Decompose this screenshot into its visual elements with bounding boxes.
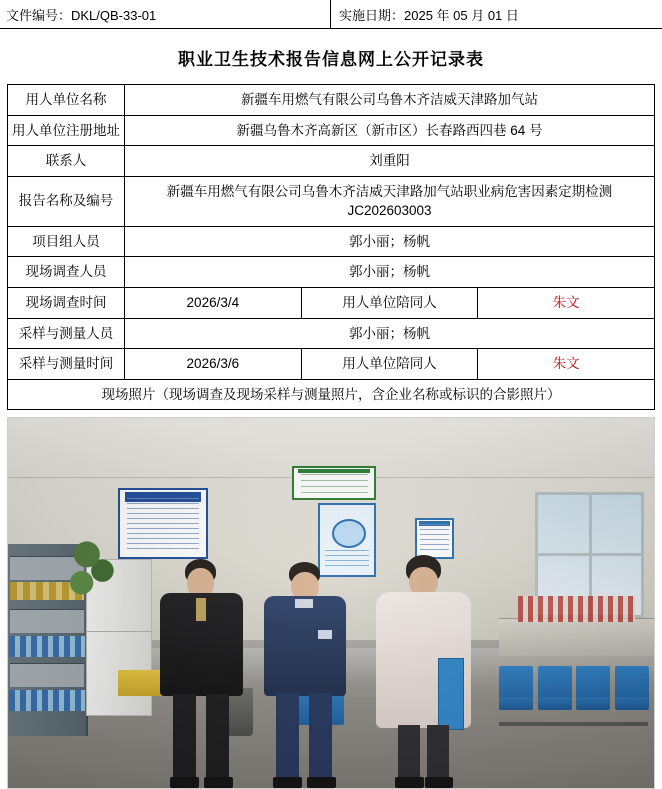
- document-number: 文件编号：DKL/QB-33-01: [0, 0, 331, 28]
- shoe-right: [204, 777, 233, 788]
- photo-section-caption: 现场照片（现场调查及现场采样与测量照片，含企业名称或标识的合影照片）: [8, 379, 655, 410]
- row-label-sampling-staff: 采样与测量人员: [8, 318, 125, 349]
- poster-text-lines: [301, 474, 368, 496]
- chair-seat: [499, 697, 533, 710]
- shoe-right: [425, 777, 454, 789]
- person-right-white-coat: [370, 555, 480, 788]
- document-header: [0, 0, 662, 29]
- shelf-row: [10, 609, 84, 633]
- poster-title-bar: [298, 469, 370, 473]
- table-row: [8, 318, 655, 349]
- row-value-survey-escort: 朱文: [478, 287, 655, 318]
- potted-plant: [66, 522, 118, 603]
- leg-left: [276, 693, 299, 779]
- report-number-line: JC202603003: [347, 203, 432, 219]
- table-row: [8, 257, 655, 288]
- row-value-contact-person: 刘重阳: [125, 146, 655, 177]
- table-row: [8, 176, 655, 226]
- row-value-sampling-staff: 郭小丽；杨帆: [125, 318, 655, 349]
- implementation-date: 实施日期：2025 年 05 月 01 日: [339, 7, 519, 23]
- torso-uniform: [264, 596, 347, 695]
- row-value-sampling-date: 2026/3/6: [125, 349, 302, 380]
- row-label-company-name: 用人单位名称: [8, 85, 125, 116]
- table-row: [8, 379, 655, 410]
- row-label-contact-person: 联系人: [8, 146, 125, 177]
- waiting-chairs: [496, 651, 651, 732]
- chair-seat: [538, 697, 572, 710]
- window-mullion-horizontal: [538, 553, 642, 556]
- table-row: [8, 349, 655, 380]
- shoe-left: [273, 777, 302, 788]
- shelf-products-bottles: [9, 636, 85, 657]
- record-table: [7, 84, 655, 410]
- blue-folder: [438, 658, 464, 730]
- table-row: [8, 146, 655, 177]
- person-middle-blue-uniform: [253, 562, 356, 788]
- table-row: [8, 287, 655, 318]
- shoe-right: [307, 777, 336, 788]
- wall-poster-small: [415, 518, 454, 559]
- row-label-survey-escort: 用人单位陪同人: [301, 287, 478, 318]
- shelf-products-bottles: [9, 690, 85, 711]
- shoe-left: [170, 777, 199, 788]
- row-label-sampling-escort: 用人单位陪同人: [301, 349, 478, 380]
- person-left-dark-jacket: [150, 559, 253, 788]
- row-value-report-name-no: [125, 176, 655, 226]
- leg-right: [427, 725, 449, 779]
- poster-text-lines: [127, 498, 200, 551]
- leg-left: [173, 694, 196, 779]
- wall-poster-regulations: [118, 488, 208, 558]
- chair-seat: [576, 697, 610, 710]
- row-label-registered-address: 用人单位注册地址: [8, 115, 125, 146]
- row-value-sampling-escort: 朱文: [478, 349, 655, 380]
- counter-items: [518, 596, 634, 622]
- row-value-registered-address: 新疆乌鲁木齐高新区（新市区）长春路西四巷 64 号: [125, 115, 655, 146]
- poster-text-lines: [420, 524, 449, 553]
- site-photo-scene: [8, 418, 654, 788]
- chair-seat: [615, 697, 649, 710]
- poster-figure-circle: [332, 519, 366, 548]
- row-label-survey-date: 现场调查时间: [8, 287, 125, 318]
- collar-detail: [295, 599, 314, 608]
- collar-detail: [196, 598, 206, 621]
- row-label-survey-staff: 现场调查人员: [8, 257, 125, 288]
- row-value-project-team: 郭小丽；杨帆: [125, 226, 655, 257]
- chair-legs: [499, 722, 648, 726]
- table-row: [8, 85, 655, 116]
- page-title: 职业卫生技术报告信息网上公开记录表: [178, 50, 484, 69]
- service-counter: [499, 618, 654, 656]
- report-name-line: 新疆车用燃气有限公司乌鲁木齐洁威天津路加气站职业病危害因素定期检测: [166, 183, 613, 199]
- uniform-badge: [318, 630, 332, 639]
- row-value-survey-date: 2026/3/4: [125, 287, 302, 318]
- shoe-left: [395, 777, 424, 789]
- table-row: [8, 226, 655, 257]
- site-photo: [7, 417, 655, 789]
- shelf-row: [10, 663, 84, 687]
- row-label-sampling-date: 采样与测量时间: [8, 349, 125, 380]
- leg-left: [398, 725, 420, 779]
- row-value-survey-staff: 郭小丽；杨帆: [125, 257, 655, 288]
- row-label-project-team: 项目组人员: [8, 226, 125, 257]
- row-value-company-name: 新疆车用燃气有限公司乌鲁木齐洁威天津路加气站: [125, 85, 655, 116]
- table-row: [8, 115, 655, 146]
- leg-right: [206, 694, 229, 779]
- leg-right: [309, 693, 332, 779]
- wall-poster-notice: [292, 466, 376, 499]
- cabinet-seam: [87, 631, 152, 632]
- row-label-report-name-no: 报告名称及编号: [8, 176, 125, 226]
